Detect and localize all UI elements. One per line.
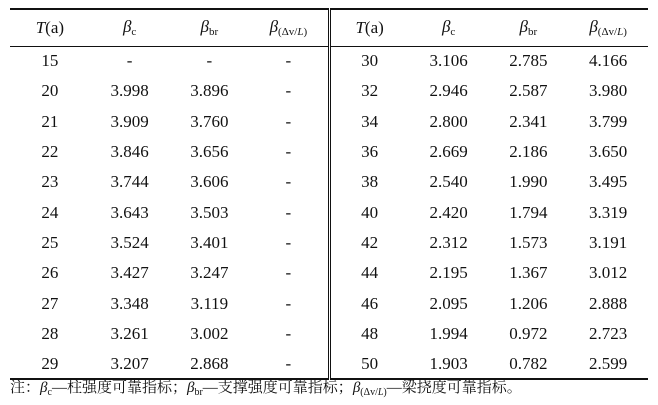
cell-beta-br-left: -	[206, 51, 213, 71]
note-prefix: 注：	[10, 380, 41, 396]
cell-beta-br-left: 3.401	[190, 232, 229, 252]
cell-beta-dv-right: 3.799	[589, 111, 628, 131]
cell-beta-c-left: 3.524	[110, 232, 149, 252]
table-row	[10, 167, 648, 197]
table-row	[10, 76, 648, 106]
cell-T-right: 50	[329, 349, 409, 379]
cell-beta-dv-left: -	[285, 172, 292, 192]
cell-beta-dv-left: -	[285, 323, 292, 343]
cell-beta-dv-right: 3.650	[589, 142, 628, 162]
cell-T-right: 46	[329, 288, 409, 318]
cell-T-right: 36	[329, 137, 409, 167]
header-T-left: T(a)	[10, 9, 90, 46]
cell-beta-c-left: 3.998	[110, 81, 149, 101]
header-beta-dv-right: $\beta_{(\Delta v/L)}$	[568, 9, 648, 46]
cell-beta-dv-right: 3.980	[589, 81, 628, 101]
cell-T-left: 20	[41, 81, 59, 101]
reliability-index-table	[10, 8, 648, 380]
cell-beta-dv-left: -	[285, 202, 292, 222]
cell-beta-c-right: 2.669	[429, 142, 468, 162]
cell-beta-br-left: 3.606	[190, 172, 229, 192]
cell-beta-c-right: 3.106	[429, 51, 468, 71]
cell-beta-c-right: 1.994	[429, 323, 468, 343]
table-header-row	[10, 9, 648, 46]
cell-beta-br-right: 2.186	[509, 142, 548, 162]
cell-beta-br-right: 1.794	[509, 202, 548, 222]
cell-T-right: 38	[329, 167, 409, 197]
cell-beta-br-right: 2.587	[509, 81, 548, 101]
cell-beta-dv-right: 3.191	[589, 232, 628, 252]
cell-beta-br-right: 0.972	[509, 323, 548, 343]
cell-beta-br-right: 1.367	[509, 263, 548, 283]
cell-T-left: 24	[41, 202, 59, 222]
cell-beta-br-right: 2.785	[509, 51, 548, 71]
note-beta-c-symbol: β	[40, 380, 48, 396]
note-desc-c: —柱强度可靠指标；	[51, 380, 187, 396]
cell-beta-c-right: 1.903	[409, 349, 489, 379]
reliability-table-container	[10, 8, 648, 380]
cell-beta-dv-left: -	[285, 51, 292, 71]
cell-beta-dv-left: -	[285, 142, 292, 162]
cell-beta-br-right: 0.782	[489, 349, 569, 379]
table-row	[10, 349, 648, 379]
header-beta-c-left: $\beta_c$	[90, 9, 170, 46]
cell-beta-br-left: 3.896	[190, 81, 229, 101]
cell-beta-dv-right: 4.166	[589, 51, 628, 71]
table-row	[10, 258, 648, 288]
cell-T-left: 22	[41, 142, 59, 162]
cell-T-left: 23	[41, 172, 59, 192]
cell-beta-c-right: 2.540	[429, 172, 468, 192]
table-footnote: 注：$\beta_c—$柱强度可靠指标；$\beta_{br}—$支撑强度可靠指标；$\beta_{(\Delta v/L)}—$梁挠度可靠指标。	[10, 380, 522, 398]
table-row	[10, 197, 648, 227]
table-row	[10, 107, 648, 137]
header-beta-br-left: $\beta_{br}$	[170, 9, 250, 46]
cell-beta-br-left: 3.656	[190, 142, 229, 162]
cell-beta-br-left: 3.247	[190, 263, 229, 283]
table-row	[10, 228, 648, 258]
note-beta-br-symbol: β	[186, 380, 195, 396]
cell-beta-c-right: 2.312	[429, 232, 468, 252]
header-beta-dv-left: $\beta_{(\Delta v/L)}$	[249, 9, 329, 46]
cell-beta-c-right: 2.800	[429, 111, 468, 131]
cell-beta-dv-right: 3.319	[589, 202, 628, 222]
cell-beta-br-right: 1.206	[509, 293, 548, 313]
cell-beta-c-left: 3.427	[110, 263, 149, 283]
cell-beta-c-left: 3.846	[110, 142, 149, 162]
header-beta-br-right: $\beta_{br}$	[489, 9, 569, 46]
cell-T-left: 26	[41, 263, 59, 283]
cell-beta-dv-left: -	[285, 263, 292, 283]
cell-T-right: 42	[329, 228, 409, 258]
cell-beta-dv-right: 2.888	[589, 293, 628, 313]
header-T-right: T(a)	[329, 9, 409, 46]
cell-beta-dv-right: 2.723	[589, 323, 628, 343]
cell-T-left: 28	[41, 323, 59, 343]
cell-T-left: 27	[41, 293, 59, 313]
cell-beta-dv-right: 3.012	[589, 263, 628, 283]
cell-beta-c-right: 2.195	[429, 263, 468, 283]
cell-beta-c-left: 3.207	[90, 349, 170, 379]
cell-beta-br-left: 3.760	[190, 111, 229, 131]
cell-beta-c-left: -	[126, 51, 133, 71]
cell-beta-br-left: 2.868	[170, 349, 250, 379]
cell-T-right: 44	[329, 258, 409, 288]
cell-beta-dv-right: 2.599	[568, 349, 648, 379]
cell-beta-c-left: 3.348	[110, 293, 149, 313]
cell-beta-br-left: 3.002	[190, 323, 229, 343]
cell-beta-c-right: 2.946	[429, 81, 468, 101]
table-row	[10, 137, 648, 167]
cell-T-right: 48	[329, 319, 409, 349]
cell-T-left: 21	[41, 111, 59, 131]
table-row	[10, 46, 648, 76]
cell-beta-c-left: 3.261	[110, 323, 149, 343]
note-desc-br: —支撑强度可靠指标；	[202, 380, 353, 396]
table-row	[10, 288, 648, 318]
cell-beta-dv-left: -	[285, 81, 292, 101]
cell-beta-dv-right: 3.495	[589, 172, 628, 192]
cell-beta-br-right: 1.990	[509, 172, 548, 192]
cell-beta-c-left: 3.744	[110, 172, 149, 192]
cell-beta-br-left: 3.119	[190, 293, 229, 313]
cell-beta-c-left: 3.643	[110, 202, 149, 222]
cell-beta-br-right: 2.341	[509, 111, 548, 131]
note-beta-dv-symbol: β	[352, 380, 361, 396]
cell-T-right: 32	[329, 76, 409, 106]
cell-T-left: 29	[10, 349, 90, 379]
cell-T-left: 15	[41, 51, 59, 71]
cell-T-right: 34	[329, 107, 409, 137]
cell-beta-c-right: 2.095	[429, 293, 468, 313]
cell-beta-br-right: 1.573	[509, 232, 548, 252]
cell-beta-dv-left: -	[249, 349, 329, 379]
cell-beta-dv-left: -	[285, 111, 292, 131]
cell-beta-br-left: 3.503	[190, 202, 229, 222]
cell-T-right: 30	[329, 46, 409, 76]
table-row	[10, 319, 648, 349]
cell-beta-c-right: 2.420	[429, 202, 468, 222]
cell-T-right: 40	[329, 197, 409, 227]
cell-beta-dv-left: -	[285, 232, 292, 252]
note-desc-dv: —梁挠度可靠指标。	[386, 380, 522, 396]
cell-beta-c-left: 3.909	[110, 111, 149, 131]
cell-beta-dv-left: -	[285, 293, 292, 313]
header-beta-c-right: $\beta_c$	[409, 9, 489, 46]
cell-T-left: 25	[41, 232, 59, 252]
